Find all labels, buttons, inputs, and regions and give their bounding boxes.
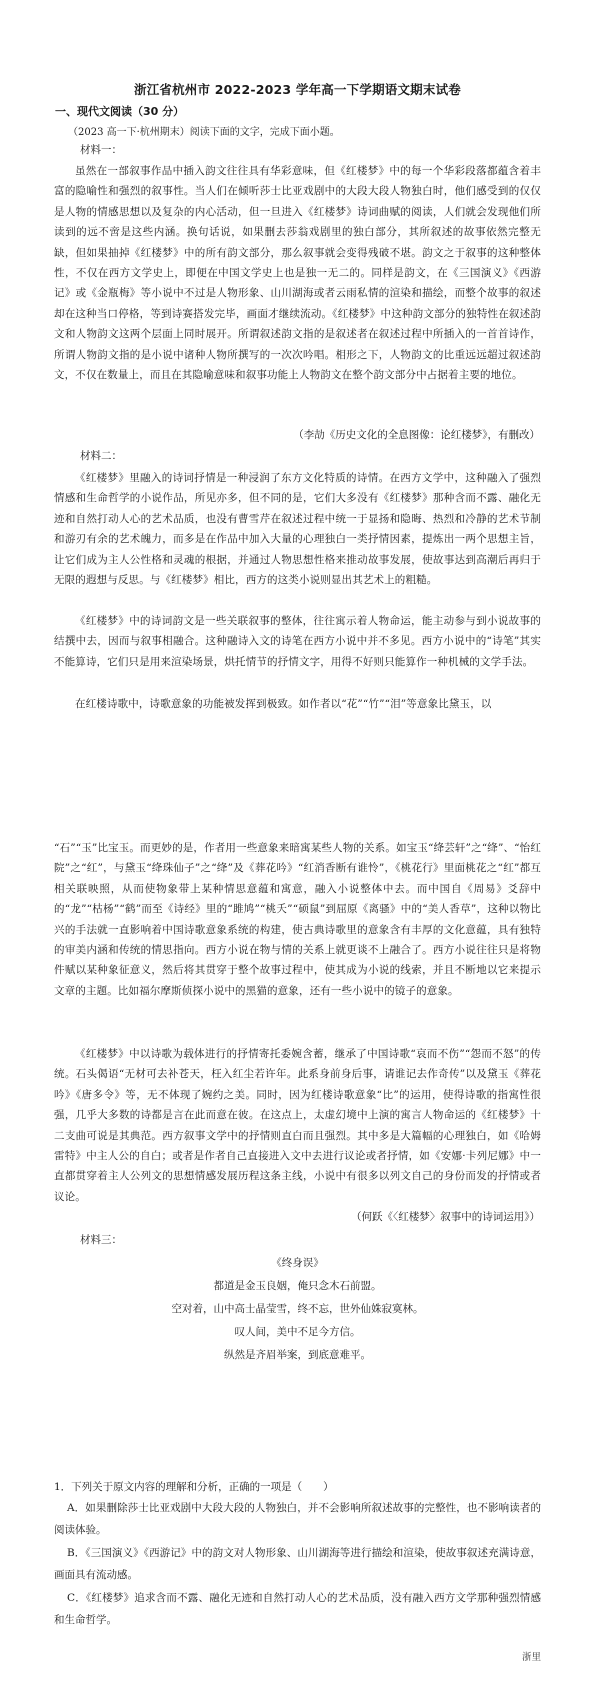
material2-paragraph-3-cont: “石”“玉”比宝玉。而更妙的是，作者用一些意象来暗寓某些人物的关系。如宝玉“绛芸轩”之“绛”、“怡红院”之“红”，与黛玉“绛珠仙子”之“绛”及《葬花吟》“红消香断有谁怜”，《桃花行》里面桃花之“红”都互相关联映照，从而使物象带上某种情思意蕴和寓意，融入小说整体中去。而中国自《周易》爻辞中的“龙”“枯杨”“鹤”而至《诗经》里的“雎鸠”“桃夭”“硕鼠”到屈原《离骚》中的“美人香草”，这种以物比兴的手法就一直影响着中国诗歌意象系统的构建，使古典诗歌里的意象含有丰厚的文化意蕴，具有独特的审美内涵和传统的情思指向。西方小说在物与情的关系上就更谈不上融合了。西方小说往往只是将物件赋以某种象征意义，然后将其贯穿于整个故事过程中，使其成为小说的线索，并且不断地以它来提示文章的主题。比如福尔摩斯侦探小说中的黑猫的意象，还有一些小说中的镜子的意象。 [54, 842, 541, 997]
poem-line: 叹人间，美中不足今方信。 [234, 1326, 361, 1338]
material2-label: 材料二： [80, 450, 122, 462]
material2-paragraph-3-start: 在红楼诗歌中，诗歌意象的功能被发挥到极致。如作者以“花”“竹”“泪”等意象比黛玉，以 [75, 698, 492, 710]
question-1-stem: 1．下列关于原文内容的理解和分析，正确的一项是（ ） [54, 1481, 334, 1493]
material1-label: 材料一： [80, 144, 122, 156]
material1-paragraph: 虽然在一部叙事作品中插入韵文往往具有华彩意味，但《红楼梦》中的每一个华彩段落都蕴含着丰富的隐喻性和强烈的叙事性。当人们在倾听莎士比亚戏剧中的大段大段人物独白时，他们感受到的仅仅是人物的情感思想以及复杂的内心活动，但一旦进入《红楼梦》诗词曲赋的阅读，人们就会发现他们所读到的远不啻是这些内涵。换句话说，如果删去莎翁戏剧里的独白部分，其所叙述的故事依然完整无缺，但如果抽掉《红楼梦》中的所有韵文部分，那么叙事就会变得残破不堪。韵文之于叙事的这种整体性，不仅在西方文学史上，即便在中国文学史上也是独一无二的。同样是韵文，在《三国演义》《西游记》或《金瓶梅》等小说中不过是人物形象、山川湖海或者云雨私情的渲染和描绘，而整个故事的叙述却在这种当口停格，等到诗赛搭发完毕，画面才继续流动。《红楼梦》中这种韵文部分的独特性在叙述韵文和人物韵文这两个层面上同时展开。所谓叙述韵文指的是叙述者在叙述过程中所插入的一首首诗作，所谓人物韵文指的是小说中诸种人物所撰写的一次次吟唱。相形之下，人物韵文的比重远远超过叙述韵文，不仅在数量上，而且在其隐喻意味和叙事功能上人物韵文在整个韵文部分中占据着主要的地位。 [54, 165, 541, 382]
poem-line: 空对着，山中高士晶莹雪，终不忘，世外仙姝寂寞林。 [171, 1303, 424, 1315]
poem-title: 《终身误》 [271, 1257, 324, 1269]
material1-citation: （李劼《历史文化的全息图像：论红楼梦》，有删改） [293, 429, 540, 441]
material2-citation: （何跃《〈红楼梦〉叙事中的诗词运用》） [351, 1211, 540, 1223]
document-title: 浙江省杭州市 2022-2023 学年高一下学期语文期末试卷 [134, 82, 461, 97]
material2-paragraph-1: 《红楼梦》里融入的诗词抒情是一种浸润了东方文化特质的诗情。在西方文学中，这种融入了强烈情感和生命哲学的小说作品，所见亦多，但不同的是，它们大多没有《红楼梦》那种含而不露、融化无迹和自然打动人心的艺术品质，也没有曹雪芹在叙述过程中统一于显扬和隐晦、热烈和冷静的艺术节制和游刃有余的艺术魄力，而多是在作品中加入大量的心理独白一类抒情因素，提炼出一两个思想主旨，让它们成为主人公性格和灵魂的根据，并通过人物思想性格来推动故事发展，使故事达到高潮后再归于无限的遐想与反思。与《红楼梦》相比，西方的这类小说则显出其艺术上的粗糙。 [54, 472, 541, 587]
question-1-option-a[interactable]: A．如果删除莎士比亚戏剧中大段大段的人物独白，并不会影响所叙述故事的完整性，也不影响读者的阅读体验。 [54, 1502, 541, 1536]
material3-label: 材料三： [80, 1234, 122, 1246]
question-1-option-c[interactable]: C．《红楼梦》追求含而不露、融化无迹和自然打动人心的艺术品质，没有融入西方文学那种强烈情感和生命哲学。 [54, 1592, 541, 1626]
poem-line: 都道是金玉良姻，俺只念木石前盟。 [213, 1280, 382, 1292]
section-title: 一、现代文阅读（30 分） [55, 105, 185, 118]
question-1-option-b[interactable]: B．《三国演义》《西游记》中的韵文对人物形象、山川湖海等进行描绘和渲染，使故事叙述充满诗意，画面具有流动感。 [54, 1547, 541, 1581]
poem-block [0, 1252, 595, 1367]
material2-paragraph-2: 《红楼梦》中的诗词韵文是一些关联叙事的整体，往往寓示着人物命运，能主动参与到小说故事的结撰中去，因而与叙事相融合。这种融诗入文的诗笔在西方小说中并不多见。西方小说中的“诗笔”其实不能算诗，它们只是用来渲染场景，烘托情节的抒情文字，用得不好则只能算作一种机械的文学手法。 [54, 615, 541, 668]
source-line: （2023 高一下·杭州期末）阅读下面的文字，完成下面小题。 [68, 127, 340, 138]
poem-line: 纵然是齐眉举案，到底意难平。 [224, 1349, 371, 1361]
material2-paragraph-4: 《红楼梦》中以诗歌为载体进行的抒情寄托委婉含蓄，继承了中国诗歌“哀而不伤”“怨而不怒”的传统。石头偈语“无材可去补苍天，枉入红尘若许年。此系身前身后事，请谁记去作奇传”以及黛玉《葬花吟》《唐多令》等，无不体现了婉约之美。同时，因为红楼诗歌意象“比”的运用，使得诗歌的指寓性很强，几乎大多数的诗都是言在此而意在彼。在这点上，太虚幻境中上演的寓言人物命运的《红楼梦》十二支曲可说是其典范。西方叙事文学中的抒情则直白而且强烈。其中多是大篇幅的心理独白，如《哈姆雷特》中主人公的自白；或者是作者自己直接进入文中去进行议论或者抒情，如《安娜·卡列尼娜》中一直都贯穿着主人公列文的思想情感发展历程这条主线，小说中有很多以列文自己的身份而发的抒情或者议论。 [54, 1048, 541, 1203]
footer-watermark: 浙里 [521, 1652, 541, 1663]
